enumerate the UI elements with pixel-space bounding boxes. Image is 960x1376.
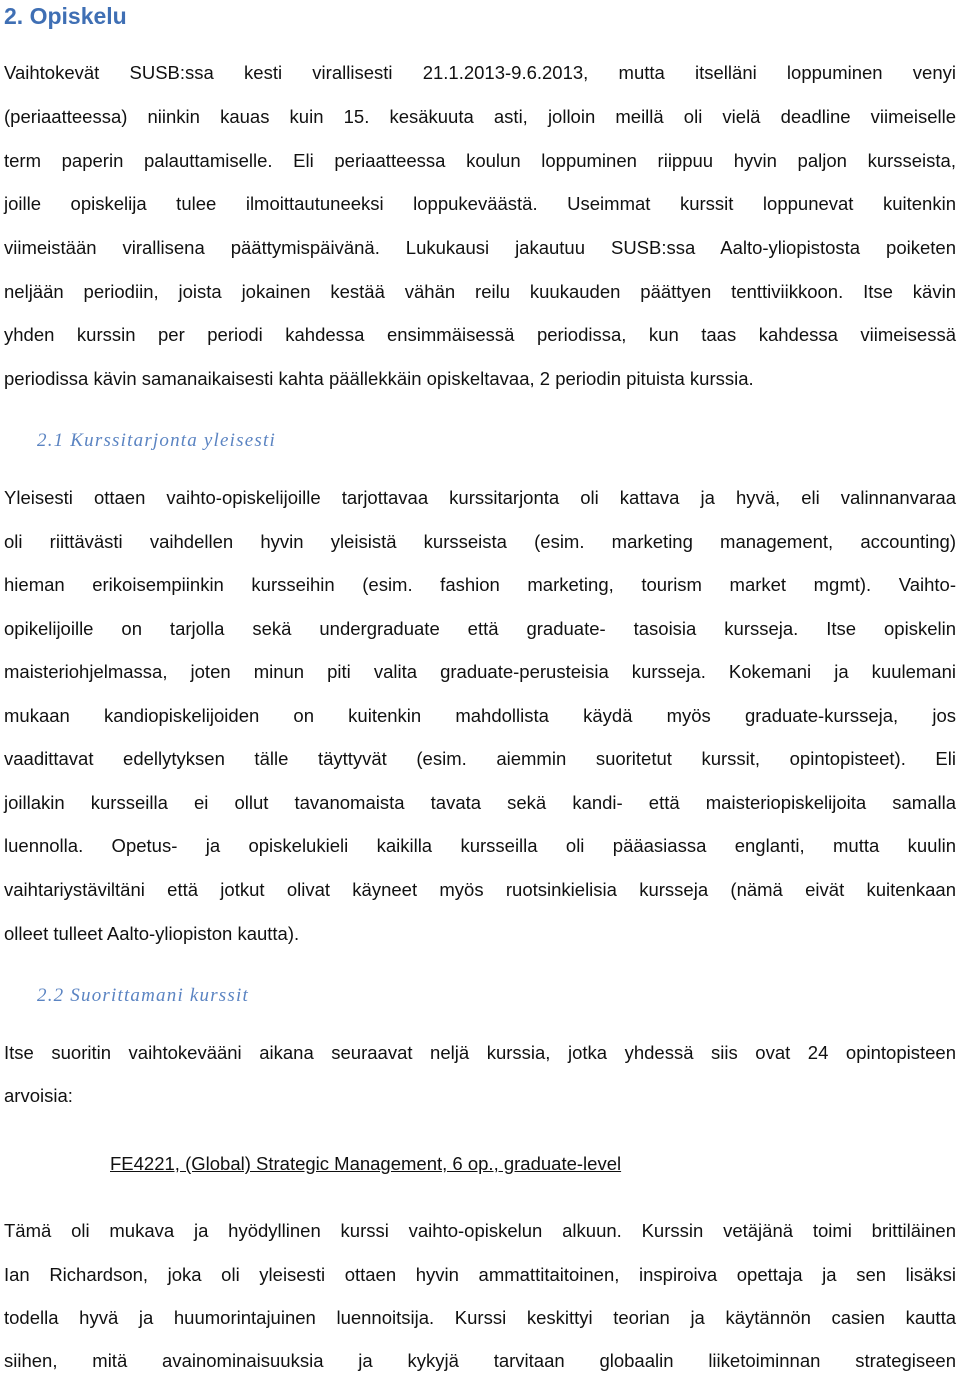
paragraph-line: yhden kurssin per periodi kahdessa ensimmäisessä periodissa, kun taas kahdessa viimeisessä	[4, 324, 956, 345]
paragraph-line: arvoisia:	[4, 1085, 73, 1106]
paragraph-line: luennolla. Opetus- ja opiskelukieli kaikilla kursseilla oli pääasiassa englanti, mutta kuulin	[4, 835, 956, 856]
paragraph-line: oli riittävästi vaihdellen hyvin yleisistä kursseista (esim. marketing management, accounting)	[4, 531, 956, 552]
subsection-heading-course-offering: 2.1 Kurssitarjonta yleisesti	[37, 430, 276, 451]
paragraph-line: siihen, mitä avainominaisuuksia ja kykyjä tarvitaan globaalin liiketoiminnan strategiseen	[4, 1350, 956, 1371]
paragraph-line: maisteriohjelmassa, joten minun piti valita graduate-perusteisia kursseja. Kokemani ja kuulemani	[4, 661, 956, 682]
paragraph-line: periodissa kävin samanaikaisesti kahta päällekkäin opiskeltavaa, 2 periodin pituista kurssia.	[4, 368, 754, 389]
paragraph-line: hieman erikoisempiinkin kursseihin (esim. fashion marketing, tourism market mgmt). Vaihto-	[4, 574, 956, 595]
paragraph-line: mukaan kandiopiskelijoiden on kuitenkin mahdollista käydä myös graduate-kursseja, jos	[4, 705, 956, 726]
paragraph-line: olleet tulleet Aalto-yliopiston kautta).	[4, 923, 300, 944]
course-title: FE4221, (Global) Strategic Management, 6 op., graduate-level	[110, 1153, 622, 1174]
paragraph-line: Itse suoritin vaihtokeväänі aikana seuraavat neljä kurssia, jotka yhdessä siis ovat 24 opintopisteen	[4, 1042, 956, 1063]
paragraph-line: vaihtariystäviltäni että jotkut olivat käyneet myös ruotsinkielisia kursseja (nämä eivät kuitenkaan	[4, 879, 956, 900]
paragraph-line: viimeistään virallisena päättymispäivänä. Lukukausi jakautuu SUSB:ssa Aalto-yliopistosta poiketen	[4, 237, 956, 258]
paragraph-line: Yleisesti ottaen vaihto-opiskelijoille tarjottavaa kurssitarjonta oli kattava ja hyvä, eli valinnanvaraa	[4, 487, 956, 508]
section-heading: 2. Opiskelu	[4, 3, 127, 29]
paragraph-line: Vaihtokevät SUSB:ssa kesti virallisesti 21.1.2013-9.6.2013, mutta itselläni loppuminen venyi	[4, 62, 956, 83]
paragraph-line: Ian Richardson, joka oli yleisesti ottaen hyvin ammattitaitoinen, inspiroiva opettaja ja sen lisäksi	[4, 1264, 956, 1285]
paragraph-line: joille opiskelija tulee ilmoittautuneeksi loppukeväästä. Useimmat kurssit loppunevat kuitenkin	[4, 193, 956, 214]
paragraph-line: term paperin palauttamiselle. Eli periaatteessa koulun loppuminen riippuu hyvin paljon kursseista,	[4, 150, 956, 171]
paragraph-line: joillakin kursseilla ei ollut tavanomaista tavata sekä kandi- että maisteriopiskelijoita samalla	[4, 792, 956, 813]
paragraph-line: vaadittavat edellytyksen tälle täyttyvät (esim. aiemmin suoritetut kurssit, opintopisteet). Eli	[4, 748, 956, 769]
paragraph-line: Tämä oli mukava ja hyödyllinen kurssi vaihto-opiskelun alkuun. Kurssin vetäjänä toimi brittiläinen	[4, 1220, 956, 1241]
paragraph-line: (periaatteessa) niinkin kauas kuin 15. kesäkuuta asti, jolloin meillä oli vielä deadline viimeiselle	[4, 106, 956, 127]
paragraph-line: neljään periodiin, joista jokainen kestää vähän reilu kuukauden päättyen tenttiviikkoon. Itse kävin	[4, 281, 956, 302]
paragraph-line: opikelijoille on tarjolla sekä undergraduate että graduate- tasoisia kursseja. Itse opiskelin	[4, 618, 956, 639]
subsection-heading-completed-courses: 2.2 Suorittamani kurssit	[37, 985, 249, 1006]
paragraph-line: todella hyvä ja huumorintajuinen luennoitsija. Kurssi keskittyi teorian ja käytännön casien kautta	[4, 1307, 956, 1328]
